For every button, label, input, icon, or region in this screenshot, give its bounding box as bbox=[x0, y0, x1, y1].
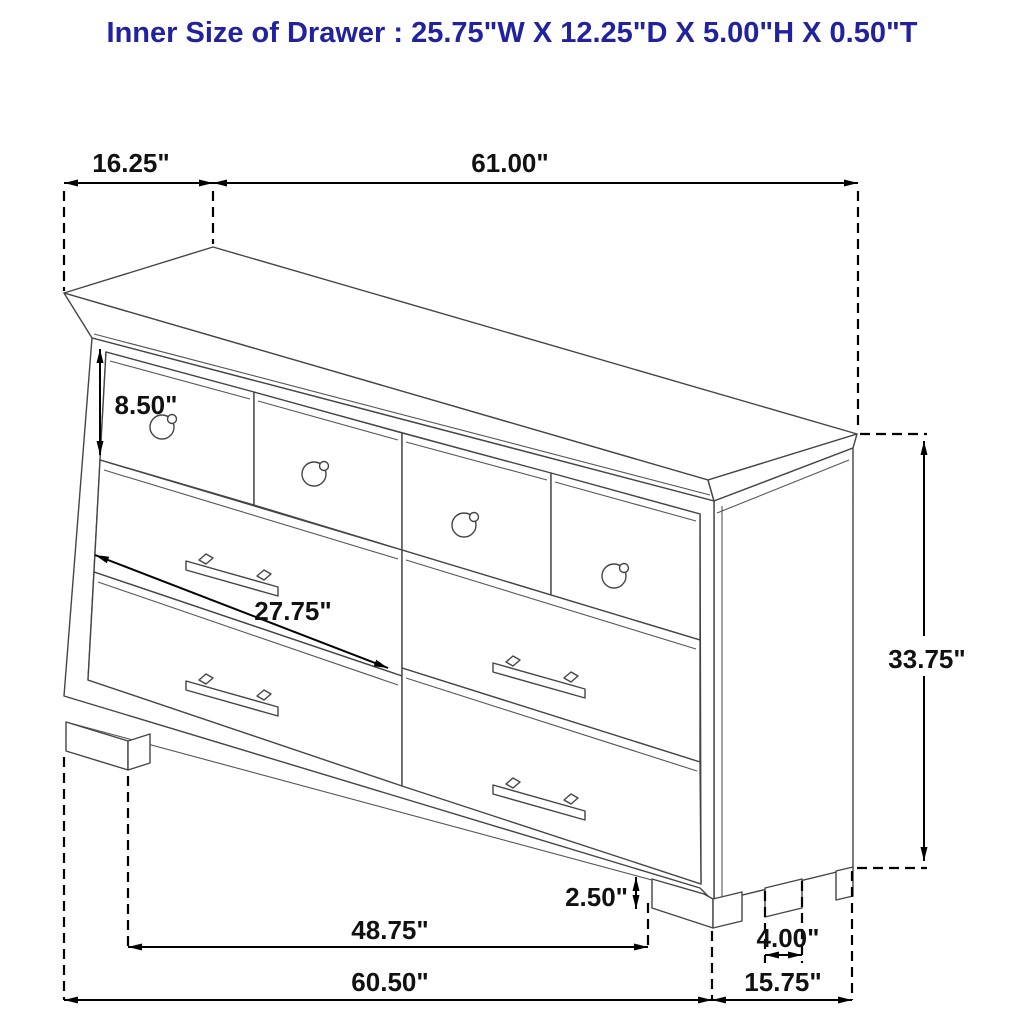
dim-leg-width bbox=[757, 923, 820, 955]
dim-top-width-label: 61.00" bbox=[471, 148, 549, 178]
dim-top-depth bbox=[64, 148, 213, 183]
dim-leg-height-label: 2.50" bbox=[565, 882, 628, 912]
dim-overall-height-label: 33.75" bbox=[888, 644, 966, 674]
dim-overall-width bbox=[64, 967, 712, 1000]
dim-overall-width-label: 60.50" bbox=[351, 967, 429, 997]
dim-leg-width-label: 4.00" bbox=[756, 923, 820, 953]
dresser-drawing bbox=[64, 247, 857, 928]
dim-drawer-diagonal-label: 27.75" bbox=[254, 596, 332, 626]
front-left-leg-side bbox=[128, 734, 150, 770]
page-title: Inner Size of Drawer : 25.75"W X 12.25"D X 5.00"H X 0.50"T bbox=[106, 17, 918, 49]
dim-base-depth-label: 15.75" bbox=[744, 967, 822, 997]
front-left-leg bbox=[66, 722, 128, 770]
dim-leg-span bbox=[128, 915, 648, 947]
dim-top-depth-label: 16.25" bbox=[92, 148, 170, 178]
right-side-panel bbox=[714, 448, 853, 902]
dim-top-drawer-height-label: 8.50" bbox=[114, 390, 178, 420]
dim-base-depth bbox=[712, 967, 852, 1000]
right-corner-leg-side bbox=[713, 892, 742, 928]
right-back-leg bbox=[836, 867, 853, 900]
dim-leg-span-label: 48.75" bbox=[351, 915, 429, 945]
dim-leg-height bbox=[565, 877, 636, 912]
dim-top-width bbox=[213, 148, 858, 183]
dim-overall-height bbox=[888, 441, 965, 861]
